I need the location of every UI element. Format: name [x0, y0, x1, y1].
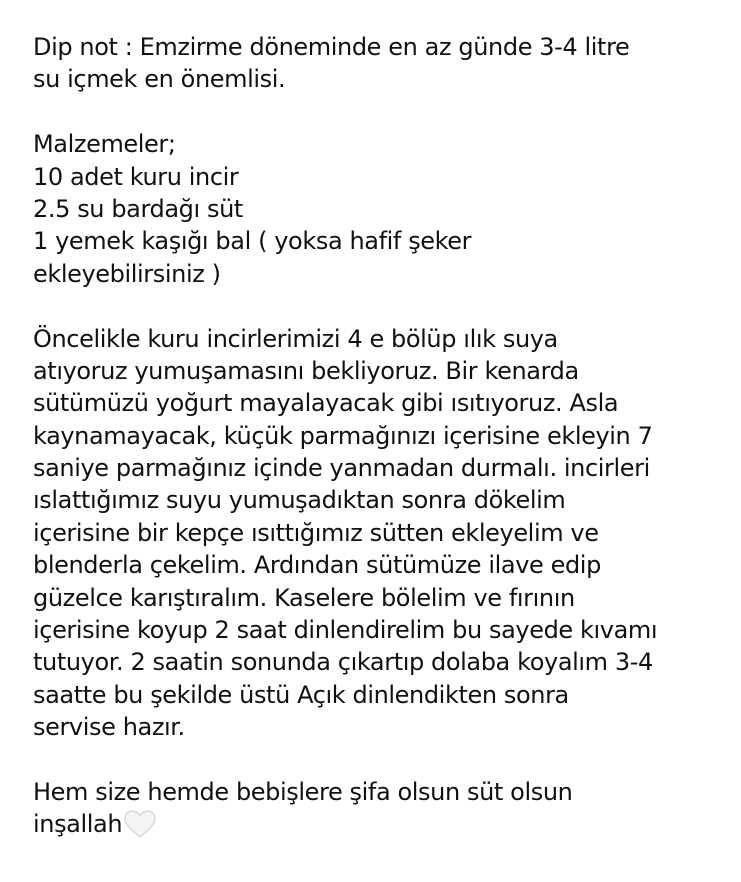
- instruction-line: kaynamayacak, küçük parmağınızı içerisine ekleyin 7: [33, 421, 653, 450]
- instruction-line: Öncelikle kuru incirlerimizi 4 e bölüp ılık suya: [33, 324, 558, 353]
- ingredient-line: ekleyebilirsiniz ): [33, 259, 221, 288]
- white-heart-icon: [123, 809, 157, 847]
- instruction-line: ıslattığımız suyu yumuşadıktan sonra dökelim: [33, 486, 566, 515]
- note-body: [33, 31, 733, 841]
- instruction-line: atıyoruz yumuşamasını bekliyoruz. Bir kenarda: [33, 356, 579, 385]
- instruction-line: güzelce karıştıralım. Kaselere bölelim ve fırının: [33, 583, 575, 612]
- closing-line: Hem size hemde bebişlere şifa olsun süt olsun: [33, 777, 573, 806]
- ingredient-line: 2.5 su bardağı süt: [33, 194, 243, 223]
- instruction-line: tutuyor. 2 saatin sonunda çıkartıp dolaba koyalım 3-4: [33, 648, 653, 677]
- closing-line-with-heart: [33, 808, 733, 840]
- instruction-line: saatte bu şekilde üstü Açık dinlendikten sonra: [33, 680, 569, 709]
- paragraph-gap: [33, 290, 733, 322]
- instruction-line: saniye parmağınız içinde yanmadan durmalı. incirleri: [33, 454, 650, 483]
- closing-word: inşallah: [33, 810, 123, 839]
- instruction-line: içerisine bir kepçe ısıttığımız sütten ekleyelim ve: [33, 518, 599, 547]
- instruction-line: içerisine koyup 2 saat dinlendirelim bu sayede kıvamı: [33, 616, 658, 645]
- instruction-line: blenderla çekelim. Ardından sütümüze ilave edip: [33, 551, 601, 580]
- ingredients-heading: Malzemeler;: [33, 130, 176, 159]
- paragraph-gap: [33, 96, 733, 128]
- paragraph-gap: [33, 744, 733, 776]
- tip-line: Dip not : Emzirme döneminde en az günde 3-4 litre: [33, 33, 630, 61]
- ingredient-line: 1 yemek kaşığı bal ( yoksa hafif şeker: [33, 227, 472, 256]
- ingredient-line: 10 adet kuru incir: [33, 162, 239, 191]
- tip-line: su içmek en önemlisi.: [33, 65, 286, 94]
- instruction-line: sütümüzü yoğurt mayalayacak gibi ısıtıyoruz. Asla: [33, 389, 619, 418]
- instruction-line: servise hazır.: [33, 713, 185, 742]
